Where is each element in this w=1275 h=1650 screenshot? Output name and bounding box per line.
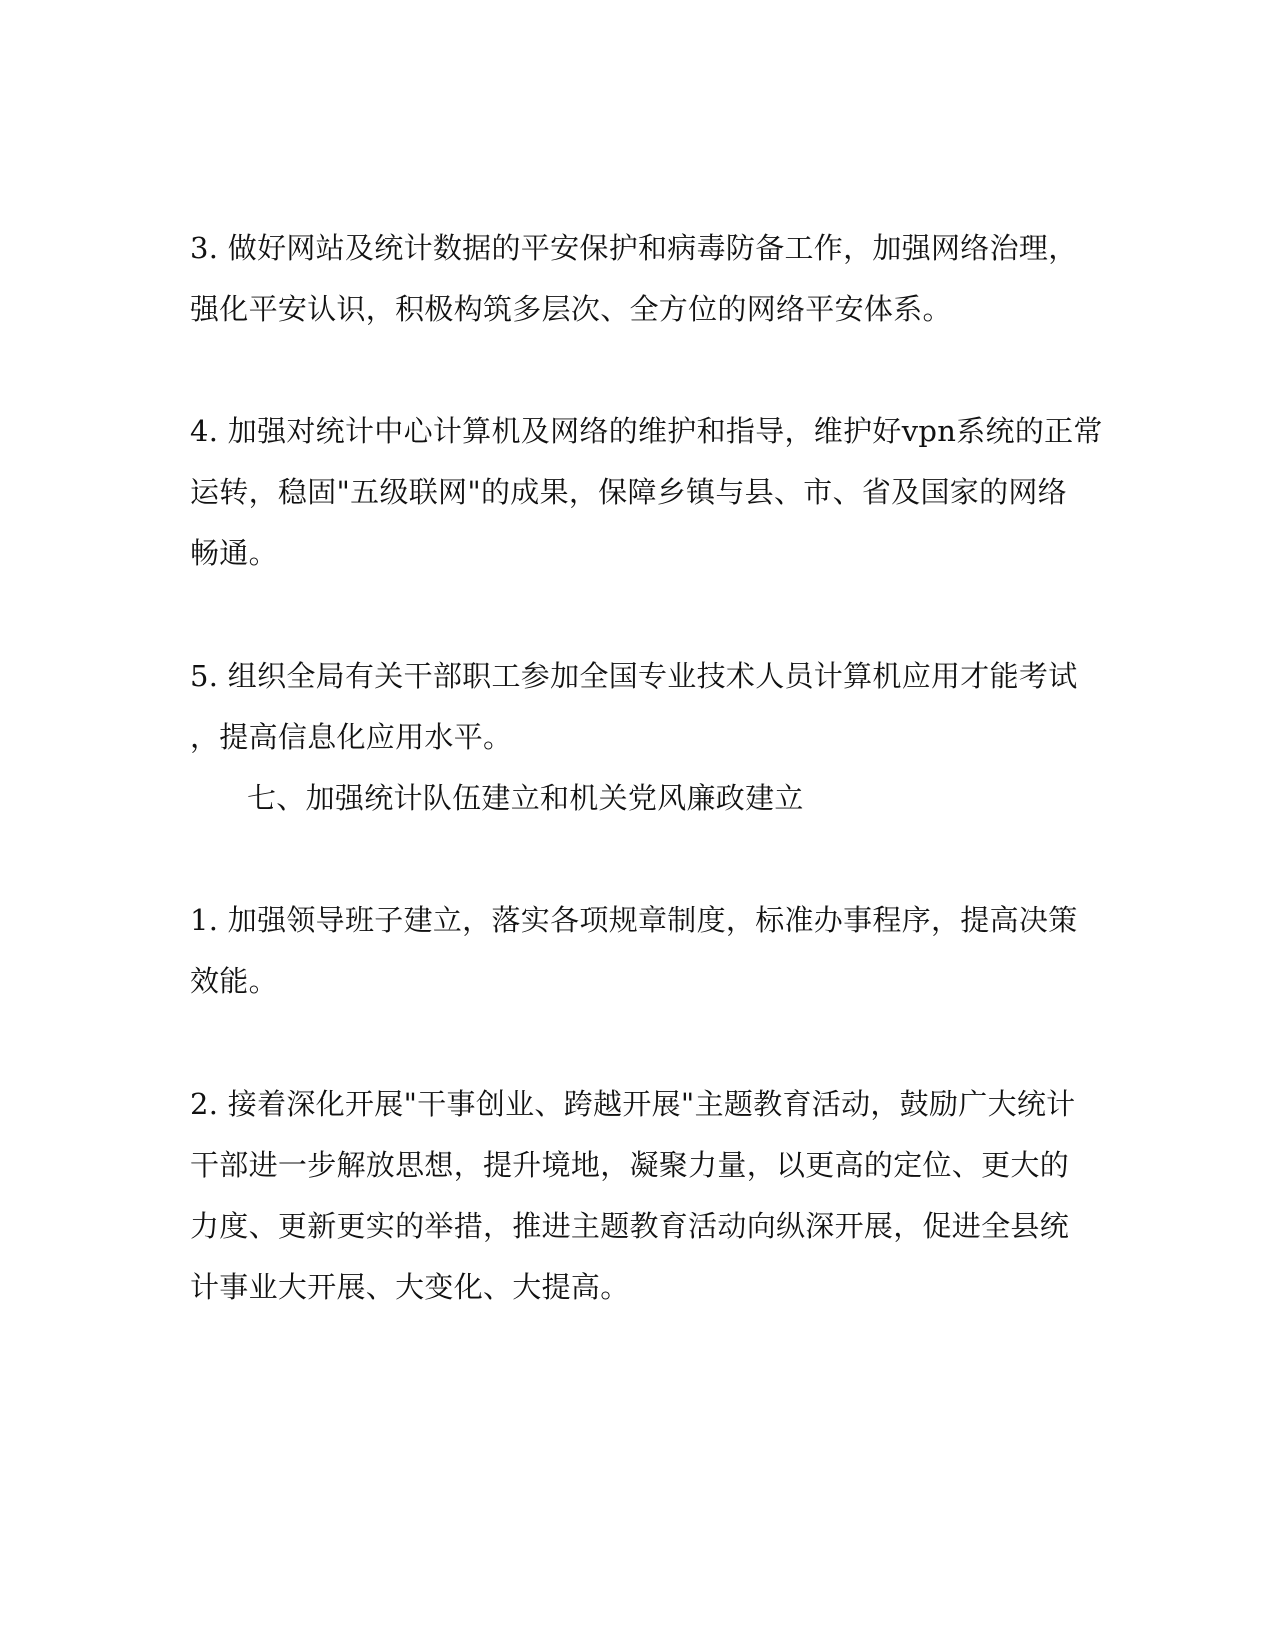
section-item-1-line-2: 效能。 bbox=[190, 964, 278, 998]
section-item-2-line-4: 计事业大开展、大变化、大提高。 bbox=[190, 1270, 630, 1304]
item-4-line-2: 运转，稳固"五级联网"的成果，保障乡镇与县、市、省及国家的网络 bbox=[190, 475, 1067, 509]
item-5-line-2: ，提高信息化应用水平。 bbox=[190, 720, 513, 754]
item-4-line-3: 畅通。 bbox=[190, 536, 278, 570]
item-4-line-1: 4. 加强对统计中心计算机及网络的维护和指导，维护好vpn系统的正常 bbox=[190, 414, 1103, 448]
section-item-1-line-1: 1. 加强领导班子建立，落实各项规章制度，标准办事程序，提高决策 bbox=[190, 903, 1078, 937]
item-3-line-1: 3. 做好网站及统计数据的平安保护和病毒防备工作，加强网络治理， bbox=[190, 231, 1078, 265]
section-item-2-line-3: 力度、更新更实的举措，推进主题教育活动向纵深开展，促进全县统 bbox=[190, 1209, 1070, 1243]
item-3-line-2: 强化平安认识，积极构筑多层次、全方位的网络平安体系。 bbox=[190, 292, 952, 326]
item-5-line-1: 5. 组织全局有关干部职工参加全国专业技术人员计算机应用才能考试 bbox=[190, 659, 1078, 693]
section-item-2-line-1: 2. 接着深化开展"干事创业、跨越开展"主题教育活动，鼓励广大统计 bbox=[190, 1087, 1076, 1121]
section-item-2-line-2: 干部进一步解放思想，提升境地，凝聚力量，以更高的定位、更大的 bbox=[190, 1148, 1070, 1182]
section-heading: 七、加强统计队伍建立和机关党风廉政建立 bbox=[247, 781, 804, 815]
